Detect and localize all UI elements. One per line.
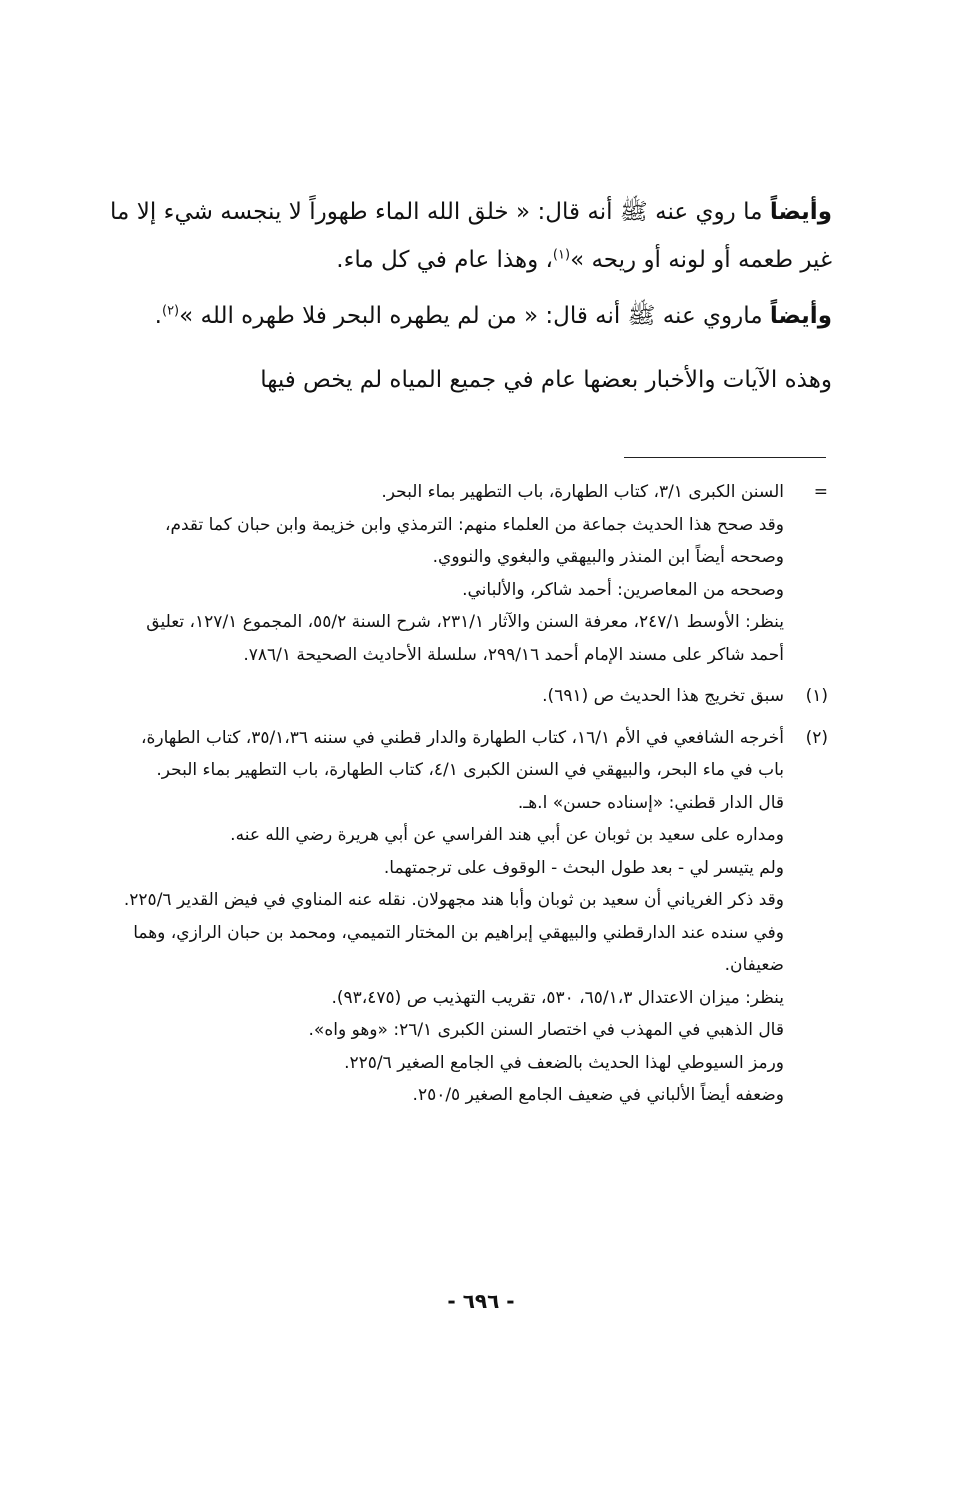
footnote-line: سبق تخريج هذا الحديث ص (٦٩١). (542, 686, 784, 706)
footnote-line: وقد صحح هذا الحديث جماعة من العلماء منهم: الترمذي وابن خزيمة وابن حبان كما تقدم، وصححه أيضاً ابن المنذر والبيهقي والبغوي والنووي. (165, 514, 784, 567)
main-paragraph (110, 188, 832, 284)
footnote-marker: = (813, 482, 828, 502)
footnote-line: وضعفه أيضاً الألباني في ضعيف الجامع الصغير ٢٥٠/٥. (412, 1085, 784, 1105)
footnotes (122, 476, 828, 1112)
footnote (122, 722, 828, 1112)
footnote-marker: (٢) (805, 727, 828, 748)
paragraph-text: وهذه الآيات والأخبار بعضها عام في جميع المياه لم يخص فيها (260, 367, 832, 393)
footnote-marker: (١) (805, 686, 828, 706)
paragraph-tail: ، وهذا عام في كل ماء. (336, 247, 553, 273)
paragraph-text: ما روي عنه ﷺ أنه قال: « خلق الله الماء طهوراً لا ينجسه شيء إلا ما غير طعمه أو لونه أو ريحه » (110, 199, 832, 273)
footnote-body (122, 680, 784, 713)
footnote (122, 680, 828, 713)
footnote-line: ولم يتيسر لي - بعد طول البحث - الوقوف على ترجمتهما. (383, 857, 784, 878)
footnote-separator (624, 457, 826, 458)
footnote-line: وفي سنده عند الدارقطني والبيهقي إبراهيم بن المختار التميمي، ومحمد بن حبان الرازي، وهما ضعيفان. (133, 922, 784, 975)
footnote-line: ورمز السيوطي لهذا الحديث بالضعف في الجامع الصغير ٢٢٥/٦. (344, 1052, 784, 1073)
footnote-line: ومداره على سعيد بن ثوبان عن أبي هند الفراسي عن أبي هريرة رضي الله عنه. (230, 825, 784, 845)
footnote-line: قال الدار قطني: «إسناده حسن» ا.هـ. (517, 792, 784, 813)
footnote-body (122, 476, 784, 671)
footnote-line: وقد ذكر الغرياني أن سعيد بن ثوبان وأبا هند مجهولان. نقله عنه المناوي في فيض القدير ٢٢٥/٦. (123, 890, 784, 910)
footnote-body (122, 722, 784, 1112)
footnote-line: أخرجه الشافعي في الأم ١٦/١، كتاب الطهارة والدار قطني في سننه ٣٥/١،٣٦، كتاب الطهارة، باب في ماء البحر، والبيهقي في السنن الكبرى ٤/١، كتاب الطهارة، باب التطهير بماء البحر. (141, 727, 784, 780)
footnote-reference: (٢) (161, 303, 180, 319)
footnote-reference: (١) (552, 247, 571, 263)
footnote-line: السنن الكبرى ٣/١، كتاب الطهارة، باب التطهير بماء البحر. (381, 482, 784, 502)
main-paragraph (110, 292, 832, 340)
footnote-line: ينظر: الأوسط ٢٤٧/١، معرفة السنن والآثار ٢٣١/١، شرح السنة ٥٥/٢، المجموع ١٢٧/١، تعليق أحمد شاكر على مسند الإمام أحمد ٢٩٩/١٦، سلسلة الأحاديث الصحيحة ٧٨٦/١. (146, 612, 784, 665)
main-text (110, 188, 832, 404)
main-paragraph (110, 356, 832, 404)
footnote-line: ينظر: ميزان الاعتدال ٦٥/١،٣، ٥٣٠، تقريب التهذيب ص (٩٣،٤٧٥). (331, 987, 784, 1008)
paragraph-tail: . (154, 303, 162, 329)
footnote-line: قال الذهبي في المهذب في اختصار السنن الكبرى ٢٦/١: «وهو واه». (308, 1020, 784, 1040)
paragraph-lead: وأيضاً (769, 199, 832, 225)
paragraph-text: ماروي عنه ﷺ أنه قال: « من لم يطهره البحر فلا طهره الله » (179, 303, 770, 329)
footnote-line: وصححه من المعاصرين: أحمد شاكر، والألباني. (462, 579, 784, 600)
page-number: - ٦٩٦ - (447, 1289, 515, 1313)
footnote (122, 476, 828, 671)
paragraph-lead: وأيضاً (769, 303, 832, 329)
